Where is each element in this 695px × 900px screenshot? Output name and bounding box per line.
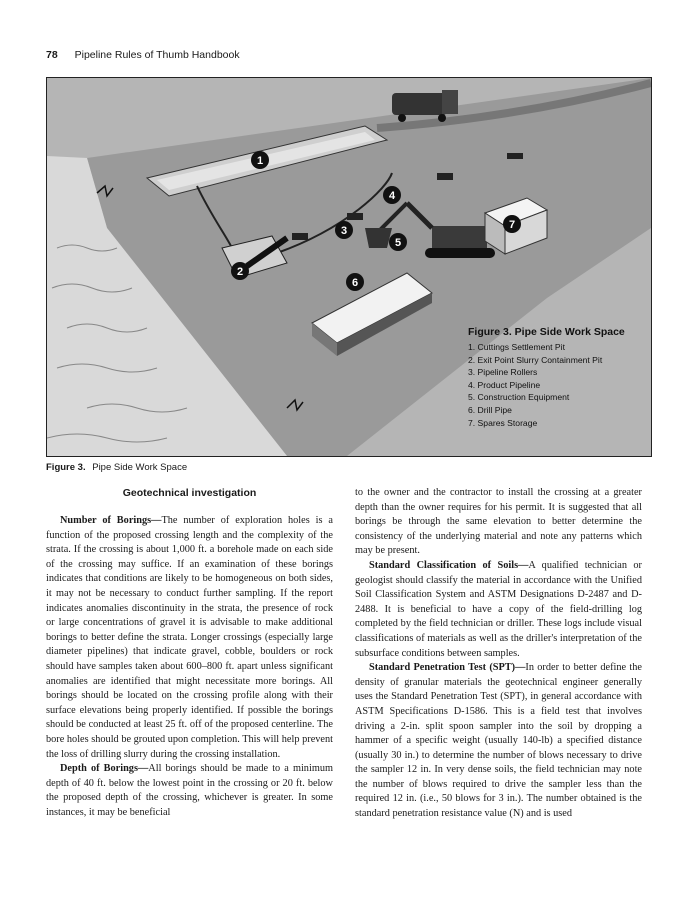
right-column <box>355 486 642 822</box>
svg-text:2: 2 <box>236 266 244 278</box>
figure-caption-label: Figure 3. <box>46 462 86 473</box>
figure-illustration <box>46 77 652 457</box>
paragraph-text: A qualified technician or geologist should classify the material in accordance with the Unified Soil Classification System and ASTM Designations D-2487 and D-2488. It is beneficial to have a copy of the field-drilling log completed by the field technician or driller. These logs include visual classifications of materials as well as the driller's interpretation of the subsurface conditions between samples. <box>355 559 642 659</box>
paragraph-spt <box>355 661 642 822</box>
figure-legend <box>468 326 625 429</box>
paragraph-continued <box>355 486 642 559</box>
run-in-heading: Number of Borings— <box>60 515 162 526</box>
page-header <box>46 49 240 61</box>
page-number: 78 <box>46 49 58 61</box>
legend-item: 6. Drill Pipe <box>468 404 512 415</box>
marker-6 <box>346 273 364 291</box>
paragraph-number-of-borings <box>46 514 333 762</box>
svg-text:3: 3 <box>340 225 348 237</box>
marker-1 <box>251 151 269 169</box>
legend-item: 3. Pipeline Rollers <box>468 367 538 378</box>
marker-3 <box>335 221 353 239</box>
paragraph-text: In order to better define the density of granular materials the geotechnical engineer generally uses the Standard Penetration Test (SPT), in general accordance with ASTM Specifications D-1586. This is a field test that involves driving a 2-in. split spoon sampler into the soil by dropping a hammer of a specific weight (usually 140-lb) a specified distance (usually 30 in.) to determine the number of blows necessary to drive the sampler 12 in. In very dense soils, the field technician may note the number of blows required to drive the sampler less than the required 12 in. (i.e., 50 blows for 3 in.). The number obtained is the standard penetration resistance value (N) and is used <box>355 662 642 820</box>
run-in-heading: Standard Classification of Soils— <box>369 559 529 571</box>
paragraph-text: to the owner and the contractor to install the crossing at a greater depth than the owner requires for his permit. It is suggested that all borings be through the same elevation to better determine the consistency of the underlying material and note any patterns which may be present. <box>355 487 642 557</box>
run-in-heading: Standard Penetration Test (SPT)— <box>369 662 526 674</box>
figure-caption-text: Pipe Side Work Space <box>92 462 188 473</box>
marker-2 <box>231 262 249 280</box>
marker-7 <box>503 215 521 233</box>
figure-caption <box>46 462 187 473</box>
legend-item: 1. Cuttings Settlement Pit <box>468 342 565 352</box>
marker-5 <box>389 233 407 251</box>
legend-title: Figure 3. Pipe Side Work Space <box>468 326 625 338</box>
paragraph-depth-of-borings <box>46 762 333 820</box>
book-title: Pipeline Rules of Thumb Handbook <box>74 49 240 61</box>
paragraph-text: The number of exploration holes is a function of the proposed crossing length and the complexity of the strata. If the crossing is about 1,000 ft. a borehole made on each side of the crossing may suffice. If an examination of these borings indicates that conditions are likely to be homogeneous on both sides, it may not be necessary to conduct further sampling. If the report indicates anomalies discontinuity in the strata, the presence of rock or large concentrations of gravel it is advisable to make additional borings to better define the strata. Longer crossings (especially large diameter pipelines) that indicate gravel, cobble, boulders or rock should have samples taken about 600–800 ft. apart unless significant anomalies are identified that might necessitate more borings. All borings should be located on the crossing profile along with their surface elevations being properly identified. If possible the borings should be conducted at least 25 ft. off of the proposed centerline. The bore holes should be grouted upon completion. This will help prevent the loss of drilling slurry during the crossing installation. <box>46 515 333 760</box>
paragraph-text: All borings should be made to a minimum depth of 40 ft. below the lowest point in the crossing or 20 ft. below the proposed depth of the crossing, whichever is greater. In some instances, it may be beneficial <box>46 763 333 818</box>
run-in-heading: Depth of Borings— <box>60 763 149 775</box>
svg-text:4: 4 <box>388 190 396 202</box>
svg-text:5: 5 <box>394 237 402 249</box>
svg-text:7: 7 <box>508 219 516 231</box>
paragraph-soil-classification <box>355 559 642 661</box>
section-heading: Geotechnical investigation <box>122 487 257 499</box>
legend-item: 5. Construction Equipment <box>468 392 570 403</box>
svg-text:1: 1 <box>256 155 264 167</box>
legend-item: 2. Exit Point Slurry Containment Pit <box>468 354 603 365</box>
left-column <box>46 486 333 820</box>
marker-4 <box>383 186 401 204</box>
legend-item: 7. Spares Storage <box>468 417 538 428</box>
legend-item: 4. Product Pipeline <box>468 379 541 390</box>
svg-text:6: 6 <box>351 277 359 289</box>
